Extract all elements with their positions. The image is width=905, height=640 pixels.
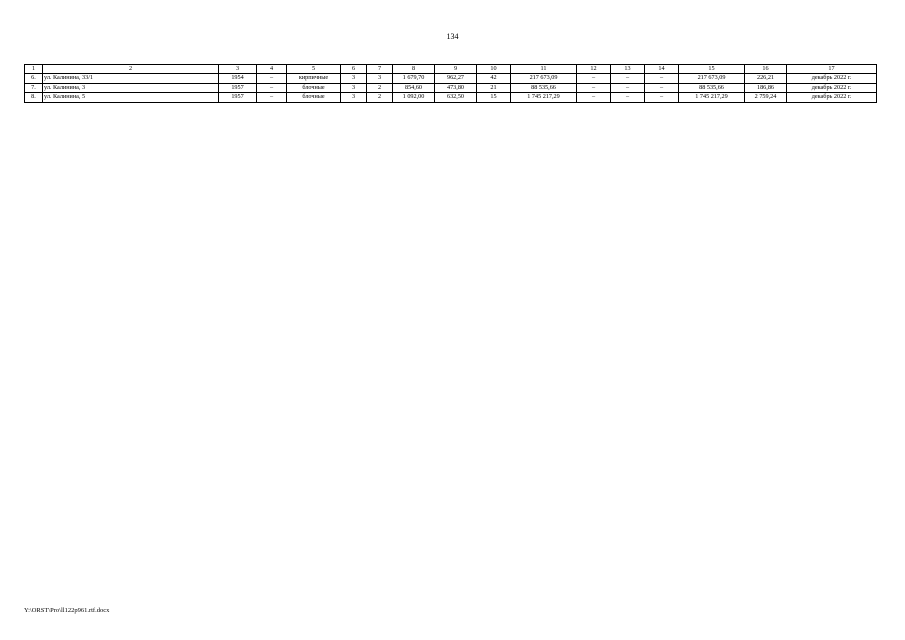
cell: 15 — [679, 65, 745, 74]
cell: 42 — [477, 74, 511, 83]
cell: ул. Калинина, 33/1 — [43, 74, 219, 83]
cell: 2 — [367, 93, 393, 102]
cell: декабрь 2022 г. — [787, 74, 877, 83]
cell: 5 — [287, 65, 341, 74]
cell: 7 — [367, 65, 393, 74]
cell: 1957 — [219, 93, 257, 102]
cell: 10 — [477, 65, 511, 74]
cell: 12 — [577, 65, 611, 74]
cell: 1 745 217,29 — [511, 93, 577, 102]
cell: 632,50 — [435, 93, 477, 102]
cell: 3 — [341, 83, 367, 92]
cell: 1 — [25, 65, 43, 74]
cell: – — [257, 83, 287, 92]
cell: 4 — [257, 65, 287, 74]
cell: 1 745 217,29 — [679, 93, 745, 102]
page-number: 134 — [446, 32, 459, 41]
cell: 17 — [787, 65, 877, 74]
cell: 2 759,24 — [745, 93, 787, 102]
cell: 9 — [435, 65, 477, 74]
cell: 88 535,66 — [679, 83, 745, 92]
cell: – — [645, 74, 679, 83]
cell: – — [645, 83, 679, 92]
cell: 3 — [341, 93, 367, 102]
cell: – — [257, 93, 287, 102]
cell: 2 — [43, 65, 219, 74]
cell: декабрь 2022 г. — [787, 83, 877, 92]
cell: – — [577, 74, 611, 83]
cell: ул. Калинина, 3 — [43, 83, 219, 92]
cell: 13 — [611, 65, 645, 74]
cell: 1 092,00 — [393, 93, 435, 102]
cell: 217 673,09 — [511, 74, 577, 83]
cell: 473,80 — [435, 83, 477, 92]
cell: 2 — [367, 83, 393, 92]
cell: 186,86 — [745, 83, 787, 92]
table-row — [25, 93, 877, 102]
cell: – — [577, 83, 611, 92]
cell: блочные — [287, 83, 341, 92]
cell: 3 — [219, 65, 257, 74]
cell: 3 — [341, 74, 367, 83]
cell: 16 — [745, 65, 787, 74]
cell: 3 — [367, 74, 393, 83]
cell: 15 — [477, 93, 511, 102]
cell: 1 679,70 — [393, 74, 435, 83]
cell: 21 — [477, 83, 511, 92]
cell: 14 — [645, 65, 679, 74]
cell: – — [257, 74, 287, 83]
cell: 1954 — [219, 74, 257, 83]
cell: 7. — [25, 83, 43, 92]
cell: 1957 — [219, 83, 257, 92]
cell: декабрь 2022 г. — [787, 93, 877, 102]
cell: 6 — [341, 65, 367, 74]
cell: – — [611, 93, 645, 102]
cell: 226,21 — [745, 74, 787, 83]
cell: 11 — [511, 65, 577, 74]
cell: 8. — [25, 93, 43, 102]
footer-file-path: Y:\ORST\Pro\ll122p961.rtf.docx — [24, 607, 110, 614]
cell: – — [611, 74, 645, 83]
cell: 8 — [393, 65, 435, 74]
cell: 6. — [25, 74, 43, 83]
table-row — [25, 74, 877, 83]
cell: – — [645, 93, 679, 102]
cell: 962,27 — [435, 74, 477, 83]
table-row — [25, 83, 877, 92]
cell: – — [611, 83, 645, 92]
cell: – — [577, 93, 611, 102]
column-number-row — [25, 65, 877, 74]
cell: 854,60 — [393, 83, 435, 92]
cell: блочные — [287, 93, 341, 102]
repair-schedule-table — [24, 64, 877, 103]
cell: 217 673,09 — [679, 74, 745, 83]
cell: кирпичные — [287, 74, 341, 83]
cell: ул. Калинина, 5 — [43, 93, 219, 102]
cell: 88 535,66 — [511, 83, 577, 92]
